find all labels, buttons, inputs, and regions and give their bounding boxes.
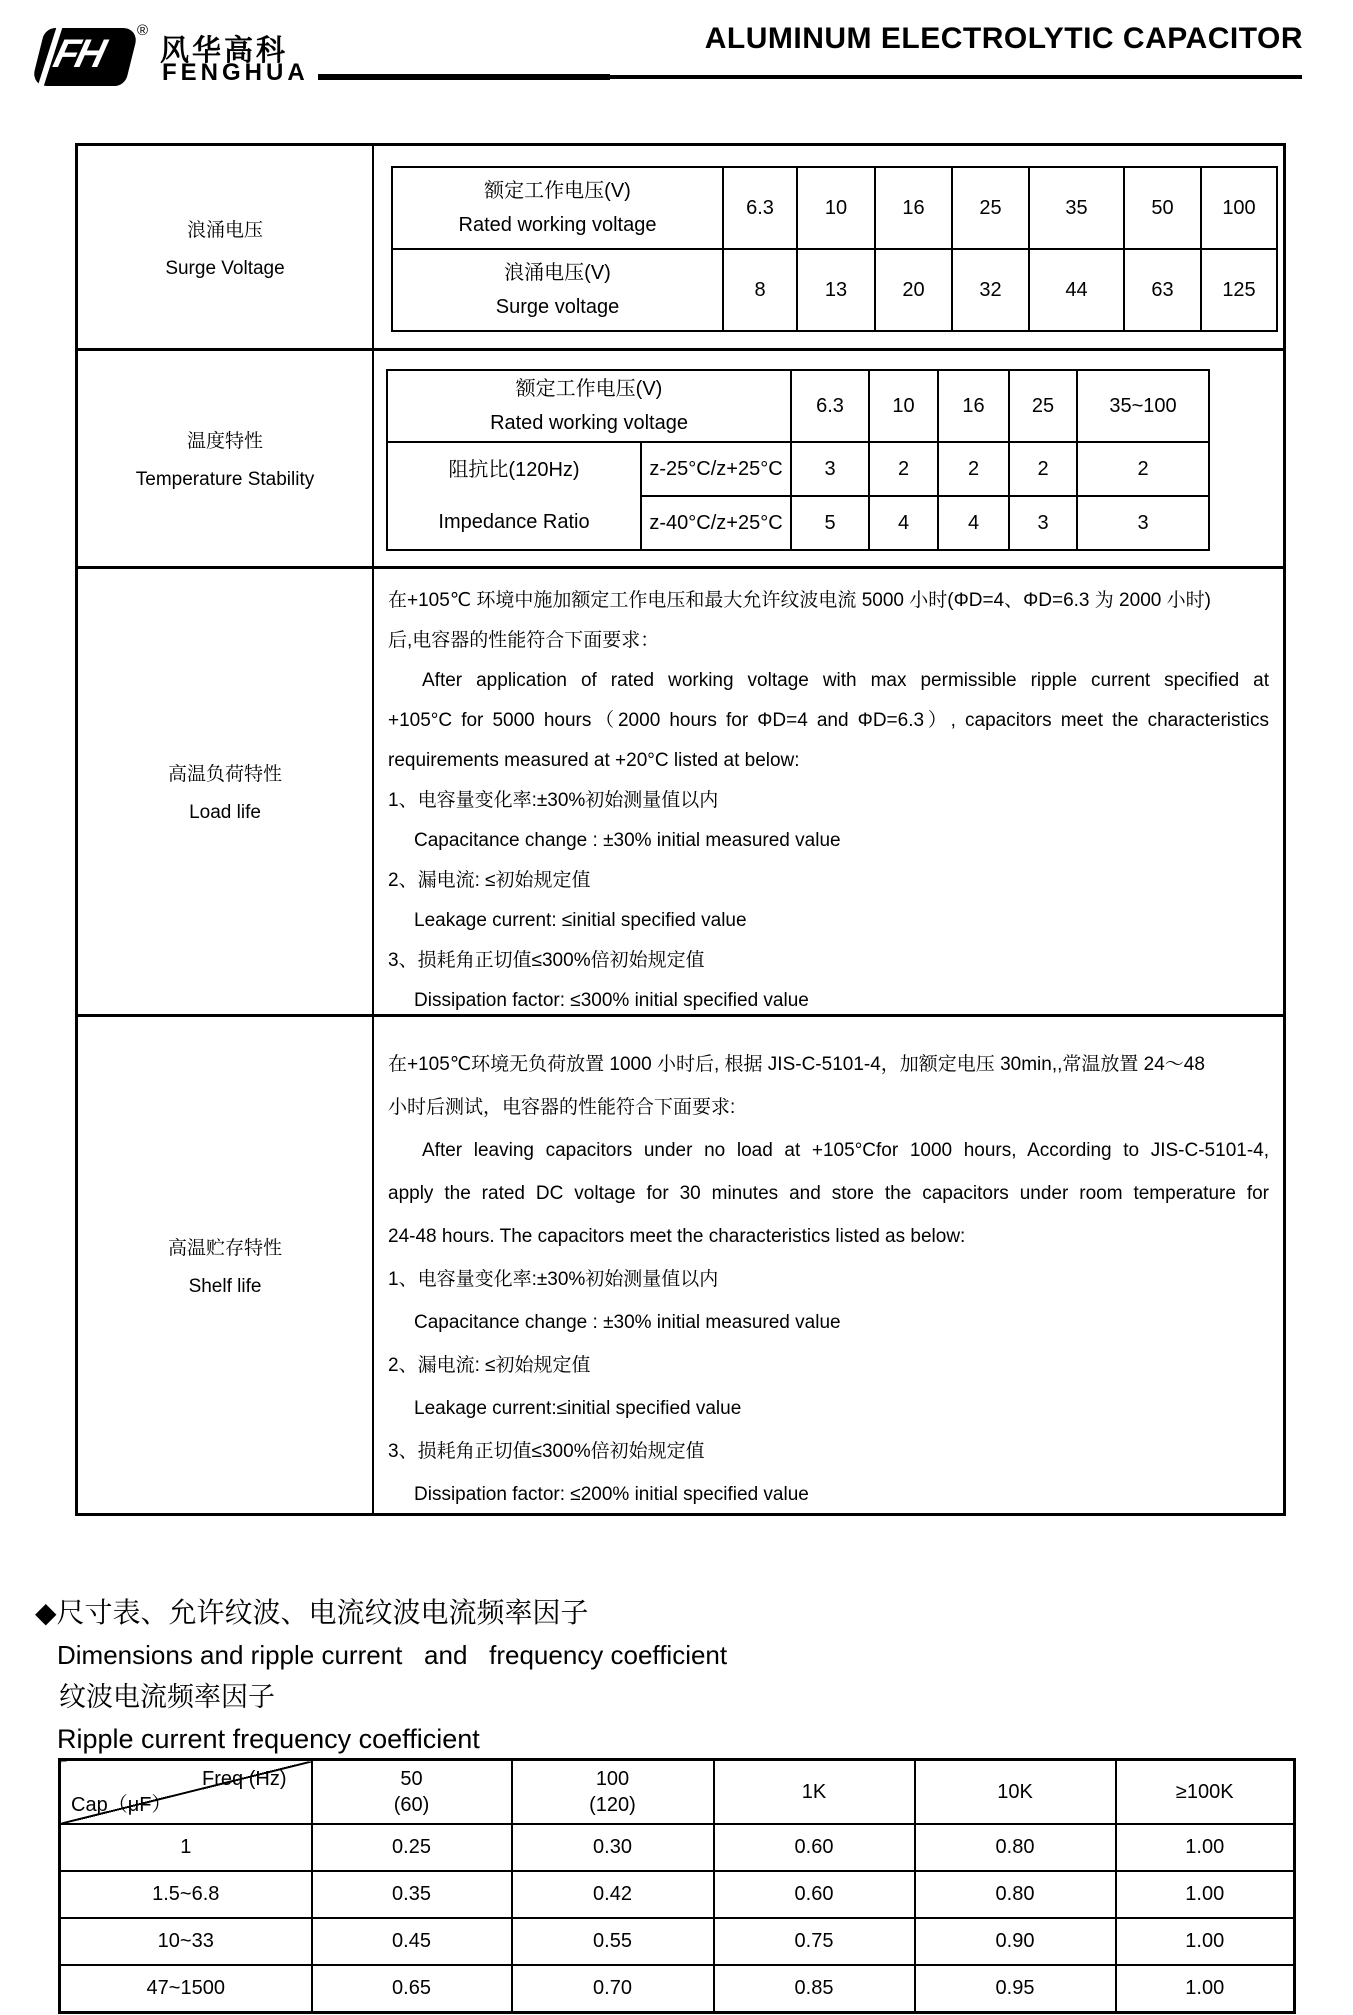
rated-voltage-value: 16 (875, 167, 952, 249)
cap-range: 47~1500 (60, 1965, 312, 2013)
shelf-life-line: Leakage current:≤initial specified value (414, 1398, 742, 1419)
shelf-life-line: 2、漏电流: ≤初始规定值 (388, 1355, 591, 1376)
rated-voltage-value: 50 (1124, 167, 1201, 249)
shelf-life-line: 在+105℃环境无负荷放置 1000 小时后, 根据 JIS-C-5101-4，加额定电压 30min,,常温放置 24～48 (388, 1054, 1205, 1075)
rated-voltage-header-cn: 额定工作电压(V) (515, 378, 663, 400)
surge-voltage-value: 32 (952, 249, 1029, 331)
impedance-ratio-header-cn: 阻抗比(120Hz) (448, 459, 580, 481)
freq-col-header (512, 1760, 714, 1825)
surge-voltage-row (78, 146, 1283, 348)
freq-axis-label: Freq (Hz) (202, 1768, 287, 1790)
impedance-z25-value: 2 (1077, 442, 1209, 496)
coefficient-value: 0.25 (312, 1824, 512, 1871)
registered-trademark-icon: ® (137, 22, 149, 39)
impedance-ratio-table (386, 369, 1210, 551)
coefficient-value: 0.65 (312, 1965, 512, 2013)
rated-voltage-header (392, 167, 723, 249)
freq-col-header-line2: (60) (393, 1794, 430, 1816)
impedance-ratio-header (387, 442, 641, 550)
cap-range: 1.5~6.8 (60, 1871, 312, 1918)
load-life-line: 1、电容量变化率:±30%初始测量值以内 (388, 790, 719, 811)
shelf-life-text (374, 1017, 1283, 1516)
coefficient-value: 0.42 (512, 1871, 714, 1918)
coefficient-value: 0.30 (512, 1824, 714, 1871)
coefficient-value: 1.00 (1116, 1965, 1295, 2013)
load-life-text (374, 569, 1283, 1021)
freq-col-header-line1: 100 (595, 1768, 630, 1790)
characteristics-table (75, 143, 1286, 1516)
fenghua-logo-icon (31, 28, 139, 86)
z25-label: z-25°C/z+25°C (641, 442, 791, 496)
cap-range: 10~33 (60, 1918, 312, 1965)
label-cn: 高温负荷特性 (167, 764, 282, 785)
section-subtitle-en: Ripple current frequency coefficient (57, 1724, 480, 1754)
impedance-ratio-header-en: Impedance Ratio (438, 511, 590, 533)
frequency-coefficient-table (58, 1758, 1296, 2014)
surge-voltage-header-en: Surge voltage (495, 296, 620, 318)
page-title: ALUMINUM ELECTROLYTIC CAPACITOR (704, 22, 1303, 55)
freq-col-header-line2: (120) (589, 1794, 636, 1816)
rated-voltage-header-en: Rated working voltage (458, 214, 657, 236)
load-life-row (78, 566, 1283, 1014)
coefficient-value: 1.00 (1116, 1918, 1295, 1965)
logo-monogram: FH (49, 32, 108, 76)
coefficient-value: 0.55 (512, 1918, 714, 1965)
surge-voltage-header-cn: 浪涌电压(V) (504, 262, 611, 284)
load-life-line: 2、漏电流: ≤初始规定值 (388, 870, 591, 891)
shelf-life-row (78, 1014, 1283, 1513)
surge-voltage-value: 63 (1124, 249, 1201, 331)
temp-voltage-value: 35~100 (1077, 370, 1209, 442)
shelf-life-line: Capacitance change : ±30% initial measured value (414, 1312, 841, 1333)
load-life-line: Dissipation factor: ≤300% initial specified value (414, 990, 809, 1011)
load-life-line: 后,电容器的性能符合下面要求： (388, 630, 660, 651)
load-life-line: requirements measured at +20°C listed at below: (388, 750, 800, 771)
diamond-bullet-icon: ◆ (35, 1597, 57, 1628)
rated-voltage-value: 25 (952, 167, 1029, 249)
coefficient-value: 0.75 (714, 1918, 915, 1965)
load-life-line: Capacitance change : ±30% initial measured value (414, 830, 841, 851)
surge-voltage-value: 8 (723, 249, 797, 331)
z40-label: z-40°C/z+25°C (641, 496, 791, 550)
header-rule (500, 75, 1302, 79)
temperature-stability-label (78, 351, 374, 566)
impedance-z25-value: 2 (1009, 442, 1077, 496)
load-life-label (78, 569, 374, 1014)
section-heading (35, 1592, 727, 1760)
coefficient-value: 0.80 (915, 1824, 1116, 1871)
coefficient-value: 0.70 (512, 1965, 714, 2013)
surge-voltage-value: 13 (797, 249, 875, 331)
shelf-life-line: 1、电容量变化率:±30%初始测量值以内 (388, 1269, 719, 1290)
logo-english-name: FENGHUA (162, 59, 309, 86)
surge-voltage-value: 125 (1201, 249, 1277, 331)
impedance-z25-value: 2 (869, 442, 938, 496)
freq-cap-corner-cell (60, 1760, 312, 1825)
freq-col-header: 1K (714, 1760, 915, 1825)
impedance-z40-value: 3 (1077, 496, 1209, 550)
coefficient-value: 0.85 (714, 1965, 915, 2013)
temperature-stability-row (78, 348, 1283, 566)
freq-col-header: ≥100K (1116, 1760, 1295, 1825)
section-title-en: Dimensions and ripple current and frequency coefficient (57, 1640, 728, 1670)
load-life-line: After application of rated working voltage with max permissible ripple current specified at (422, 670, 1269, 691)
label-en: Load life (189, 802, 261, 823)
load-life-line: +105°C for 5000 hours（2000 hours for ΦD=4 and ΦD=6.3）, capacitors meet the characteristics (388, 710, 1269, 731)
impedance-z40-value: 4 (938, 496, 1009, 550)
temp-voltage-value: 10 (869, 370, 938, 442)
impedance-z40-value: 4 (869, 496, 938, 550)
shelf-life-line: After leaving capacitors under no load at +105°Cfor 1000 hours, According to JIS-C-5101-4, (422, 1140, 1269, 1161)
impedance-z25-value: 3 (791, 442, 869, 496)
freq-col-header (312, 1760, 512, 1825)
shelf-life-line: 小时后测试，电容器的性能符合下面要求: (388, 1097, 736, 1118)
temp-voltage-value: 25 (1009, 370, 1077, 442)
coefficient-value: 1.00 (1116, 1824, 1295, 1871)
coefficient-value: 0.80 (915, 1871, 1116, 1918)
freq-col-header: 10K (915, 1760, 1116, 1825)
coefficient-value: 0.95 (915, 1965, 1116, 2013)
coefficient-value: 0.60 (714, 1871, 915, 1918)
rated-voltage-header-cn: 额定工作电压(V) (484, 180, 631, 202)
shelf-life-line: apply the rated DC voltage for 30 minutes and store the capacitors under room temperature for (388, 1183, 1269, 1204)
label-en: Surge Voltage (165, 257, 285, 279)
surge-voltage-value: 20 (875, 249, 952, 331)
label-cn: 高温贮存特性 (167, 1237, 282, 1259)
surge-voltage-value: 44 (1029, 249, 1124, 331)
section-subtitle-cn: 纹波电流频率因子 (59, 1682, 275, 1712)
rated-voltage-value: 10 (797, 167, 875, 249)
temp-voltage-value: 6.3 (791, 370, 869, 442)
cap-range: 1 (60, 1824, 312, 1871)
rated-voltage-value: 35 (1029, 167, 1124, 249)
shelf-life-line: Dissipation factor: ≤200% initial specified value (414, 1484, 809, 1505)
rated-voltage-value: 6.3 (723, 167, 797, 249)
section-title-cn-text: 尺寸表、允许纹波、电流纹波电流频率因子 (56, 1597, 589, 1628)
label-cn: 浪涌电压 (186, 219, 263, 241)
impedance-z40-value: 5 (791, 496, 869, 550)
label-cn: 温度特性 (186, 431, 263, 452)
coefficient-value: 0.35 (312, 1871, 512, 1918)
freq-col-header-line1: 50 (400, 1768, 423, 1790)
coefficient-value: 0.45 (312, 1918, 512, 1965)
load-life-line: 3、损耗角正切值≤300%倍初始规定值 (388, 950, 705, 971)
shelf-life-line: 24-48 hours. The capacitors meet the characteristics listed as below: (388, 1226, 966, 1247)
rated-voltage-header (387, 370, 791, 442)
logo-chinese-name: 风华高科 (160, 35, 289, 67)
impedance-z40-value: 3 (1009, 496, 1077, 550)
rated-voltage-header-en: Rated working voltage (490, 412, 688, 434)
shelf-life-line: 3、损耗角正切值≤300%倍初始规定值 (388, 1441, 705, 1462)
load-life-line: 在+105℃ 环境中施加额定工作电压和最大允许纹波电流 5000 小时(ΦD=4、ΦD=6.3 为 2000 小时) (388, 590, 1211, 611)
section-title-cn (35, 1592, 727, 1634)
label-en: Temperature Stability (135, 469, 315, 490)
cap-axis-label: Cap（μF） (71, 1794, 172, 1816)
label-en: Shelf life (188, 1275, 262, 1297)
coefficient-value: 1.00 (1116, 1871, 1295, 1918)
coefficient-value: 0.60 (714, 1824, 915, 1871)
shelf-life-label (78, 1017, 374, 1513)
surge-voltage-table (391, 166, 1278, 332)
load-life-line: Leakage current: ≤initial specified value (414, 910, 747, 931)
rated-voltage-value: 100 (1201, 167, 1277, 249)
impedance-z25-value: 2 (938, 442, 1009, 496)
surge-voltage-label (78, 146, 374, 348)
surge-voltage-header (392, 249, 723, 331)
coefficient-value: 0.90 (915, 1918, 1116, 1965)
temp-voltage-value: 16 (938, 370, 1009, 442)
